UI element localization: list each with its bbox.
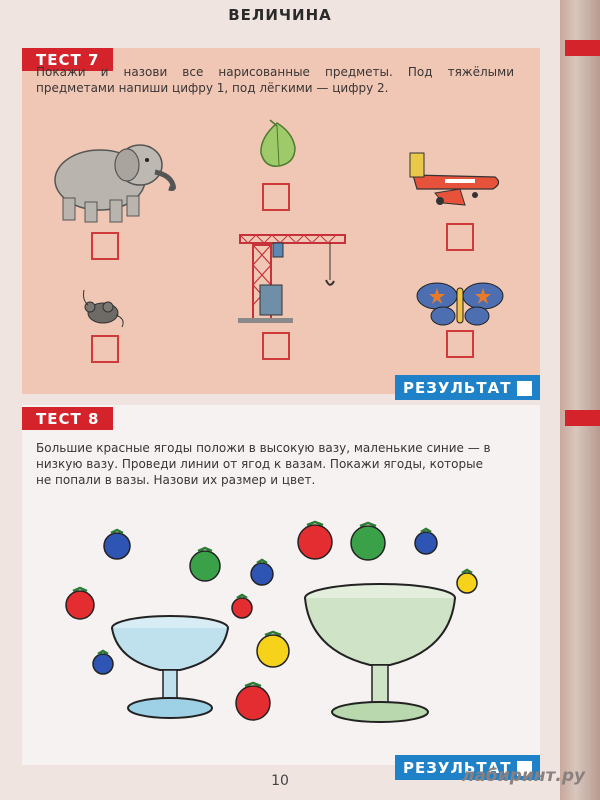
answer-box-elephant[interactable] [91,232,119,260]
answer-box-crane[interactable] [262,332,290,360]
next-page-tab [565,410,600,426]
leaf-picture [255,118,300,173]
result-label: РЕЗУЛЬТАТ [403,759,512,777]
next-page-tab [565,40,600,56]
test7-result-badge[interactable] [395,375,540,400]
berries-and-vases-illustration [55,510,505,725]
butterfly-picture [415,278,505,328]
watermark: лабиринт.ру [462,766,586,786]
test8-label: ТЕСТ 8 [22,407,113,430]
test7-label: ТЕСТ 7 [22,48,113,71]
next-page-edge [560,0,600,800]
tall-vase [305,584,455,722]
page-title: ВЕЛИЧИНА [228,6,332,24]
test7-instruction: Покажи и назови все нарисованные предметы. Под тяжёлыми предметами напиши цифру 1, под лёгкими — цифру 2. [36,65,514,95]
page-number: 10 [271,773,289,789]
test8-instruction: Большие красные ягоды положи в высокую вазу, маленькие синие — в низкую вазу. Проведи линии от ягод к вазам. Покажи ягоды, которые не попали в вазы. Назови их размер и цвет. [36,441,491,487]
result-box[interactable] [517,381,532,396]
result-label: РЕЗУЛЬТАТ [403,379,512,397]
answer-box-leaf[interactable] [262,183,290,211]
answer-box-airplane[interactable] [446,223,474,251]
answer-box-mouse[interactable] [91,335,119,363]
mouse-picture [78,285,128,330]
answer-box-butterfly[interactable] [446,330,474,358]
elephant-picture [45,130,180,225]
low-vase [112,616,228,718]
airplane-picture [405,145,505,210]
crane-picture [238,225,348,325]
